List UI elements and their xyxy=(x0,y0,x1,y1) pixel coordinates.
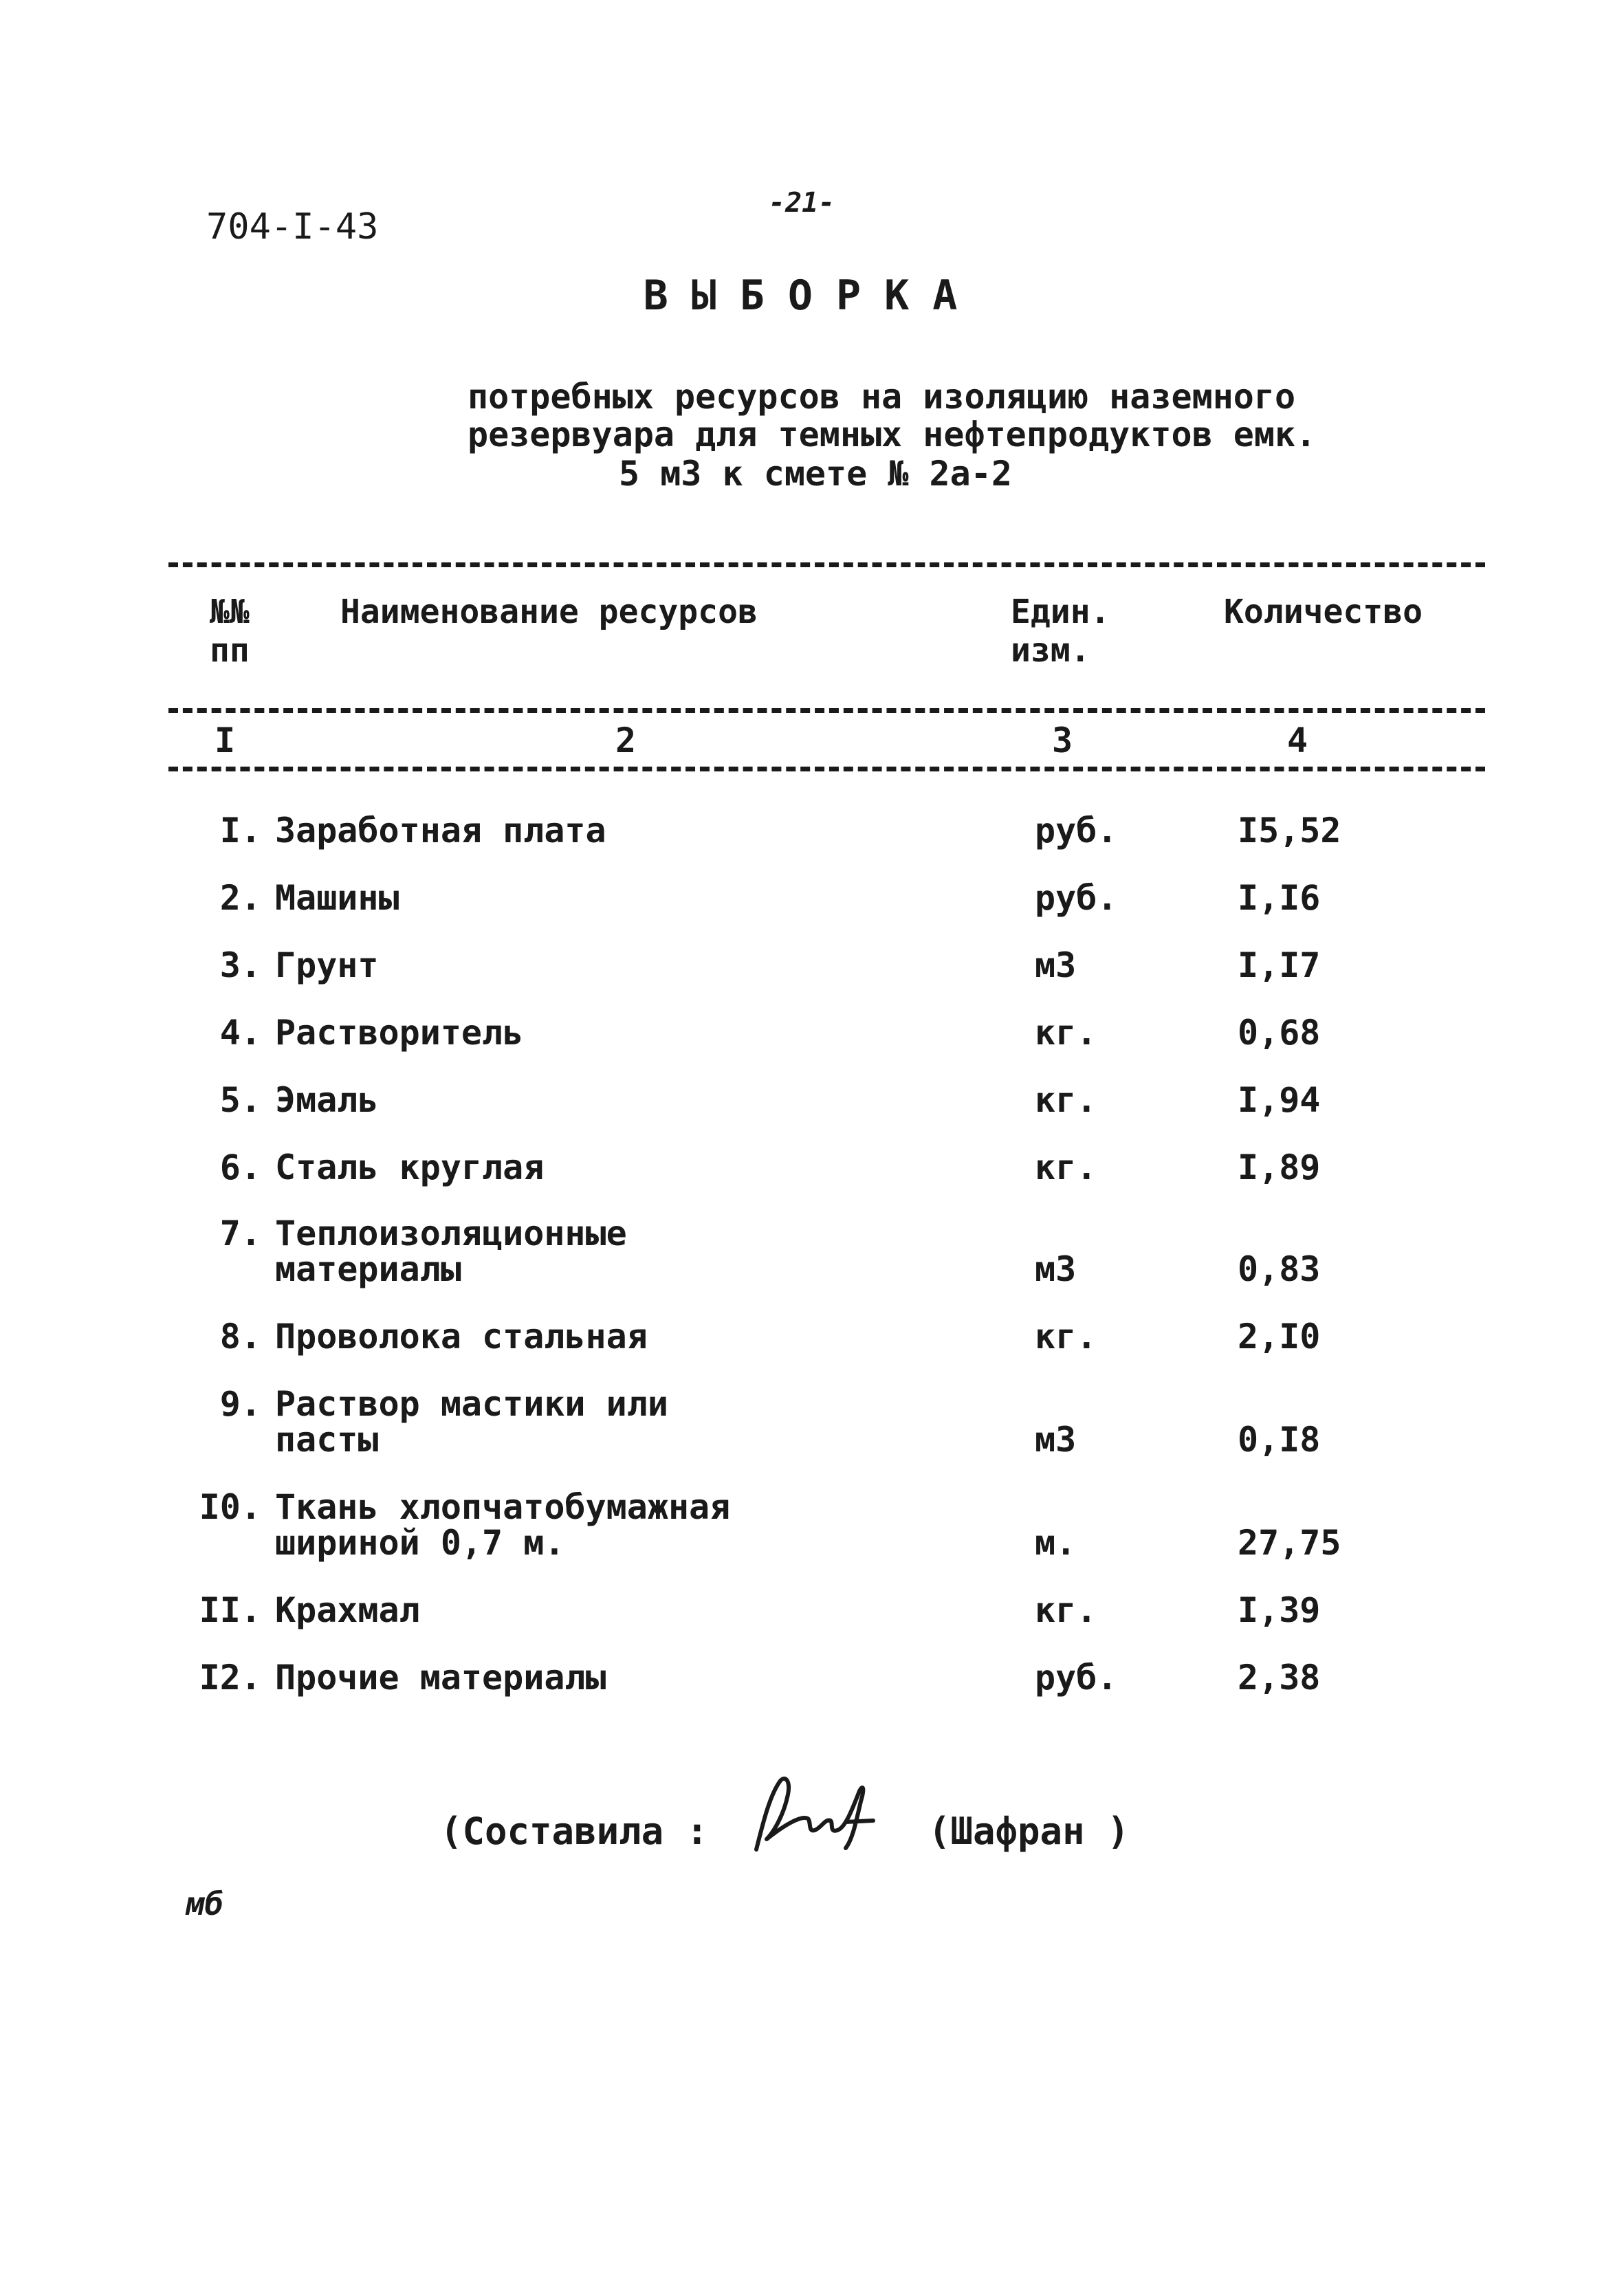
row-unit: кг. xyxy=(1035,1080,1097,1120)
row-number: II. xyxy=(199,1590,261,1630)
row-quantity: I,I7 xyxy=(1238,945,1321,985)
row-unit: руб. xyxy=(1035,878,1118,918)
row-quantity: 27,75 xyxy=(1238,1523,1341,1563)
row-unit: кг. xyxy=(1035,1317,1097,1357)
row-name-continuation: материалы xyxy=(275,1249,461,1289)
row-name: Проволока стальная xyxy=(275,1317,648,1357)
row-name: Растворитель xyxy=(275,1013,524,1053)
row-quantity: I,I6 xyxy=(1238,878,1321,918)
row-unit: м3 xyxy=(1035,1420,1077,1460)
row-name: Крахмал xyxy=(275,1590,420,1630)
header-unit-line-1: Един. xyxy=(1011,593,1110,631)
header-name-column: Наименование ресурсов xyxy=(340,593,758,631)
row-quantity: 0,I8 xyxy=(1238,1420,1321,1460)
row-number: I2. xyxy=(199,1658,261,1698)
row-name: Прочие материалы xyxy=(275,1658,606,1698)
row-unit: руб. xyxy=(1035,1658,1118,1698)
subtitle-line-2: резервуара для темных нефтепродуктов емк. xyxy=(468,415,1317,454)
row-unit: кг. xyxy=(1035,1013,1097,1053)
header-number-column xyxy=(210,593,250,670)
row-name: Сталь круглая xyxy=(275,1148,545,1187)
row-number: 3. xyxy=(219,945,261,985)
column-number-3: 3 xyxy=(1052,721,1073,760)
row-quantity: 2,38 xyxy=(1238,1658,1321,1698)
row-name: Заработная плата xyxy=(275,811,606,850)
row-unit: кг. xyxy=(1035,1590,1097,1630)
subtitle-line-3: 5 м3 к смете № 2а-2 xyxy=(619,454,1012,494)
row-name: Грунт xyxy=(275,945,379,985)
row-quantity: I,89 xyxy=(1238,1148,1321,1187)
row-unit: м3 xyxy=(1035,1249,1077,1289)
row-quantity: 2,I0 xyxy=(1238,1317,1321,1357)
column-numbers-bottom-rule xyxy=(168,767,1485,771)
row-number: 5. xyxy=(219,1080,261,1120)
row-name: Теплоизоляционные xyxy=(275,1214,627,1253)
row-number: 6. xyxy=(219,1148,261,1187)
document-code: 704-I-43 xyxy=(206,206,379,248)
header-bottom-rule xyxy=(168,708,1485,713)
row-unit: кг. xyxy=(1035,1148,1097,1187)
column-number-2: 2 xyxy=(615,721,637,760)
row-number: 8. xyxy=(219,1317,261,1357)
row-quantity: 0,83 xyxy=(1238,1249,1321,1289)
row-name: Ткань хлопчатобумажная xyxy=(275,1487,731,1527)
row-unit: м. xyxy=(1035,1523,1077,1563)
row-unit: руб. xyxy=(1035,811,1118,850)
row-quantity: I,94 xyxy=(1238,1080,1321,1120)
row-number: I0. xyxy=(199,1487,261,1527)
subtitle-line-1: потребных ресурсов на изоляцию наземного xyxy=(468,377,1296,417)
row-name: Раствор мастики или xyxy=(275,1384,668,1424)
row-quantity: I5,52 xyxy=(1238,811,1341,850)
row-name: Эмаль xyxy=(275,1080,379,1120)
header-unit-line-2: изм. xyxy=(1011,631,1090,670)
row-unit: м3 xyxy=(1035,945,1077,985)
composer-name: (Шафран ) xyxy=(928,1810,1130,1853)
page-number: -21- xyxy=(769,187,835,219)
row-name: Машины xyxy=(275,878,399,918)
row-name-continuation: пасты xyxy=(275,1420,379,1460)
handwritten-signature xyxy=(743,1767,880,1866)
composed-by-label: (Составила : xyxy=(440,1810,709,1853)
row-number: I. xyxy=(219,811,261,850)
column-number-1: I xyxy=(215,721,236,760)
header-number-line-1: №№ xyxy=(210,593,250,631)
header-quantity-column: Количество xyxy=(1224,593,1423,631)
document-title: ВЫБОРКА xyxy=(643,272,981,320)
typist-initials: мб xyxy=(186,1885,224,1922)
row-number: 4. xyxy=(219,1013,261,1053)
table-top-rule xyxy=(168,562,1485,567)
column-number-4: 4 xyxy=(1287,721,1308,760)
row-quantity: 0,68 xyxy=(1238,1013,1321,1053)
header-number-line-2: пп xyxy=(210,631,250,670)
row-quantity: I,39 xyxy=(1238,1590,1321,1630)
header-unit-column xyxy=(1011,593,1110,670)
row-number: 9. xyxy=(219,1384,261,1424)
row-name-continuation: шириной 0,7 м. xyxy=(275,1523,565,1563)
row-number: 7. xyxy=(219,1214,261,1253)
row-number: 2. xyxy=(219,878,261,918)
